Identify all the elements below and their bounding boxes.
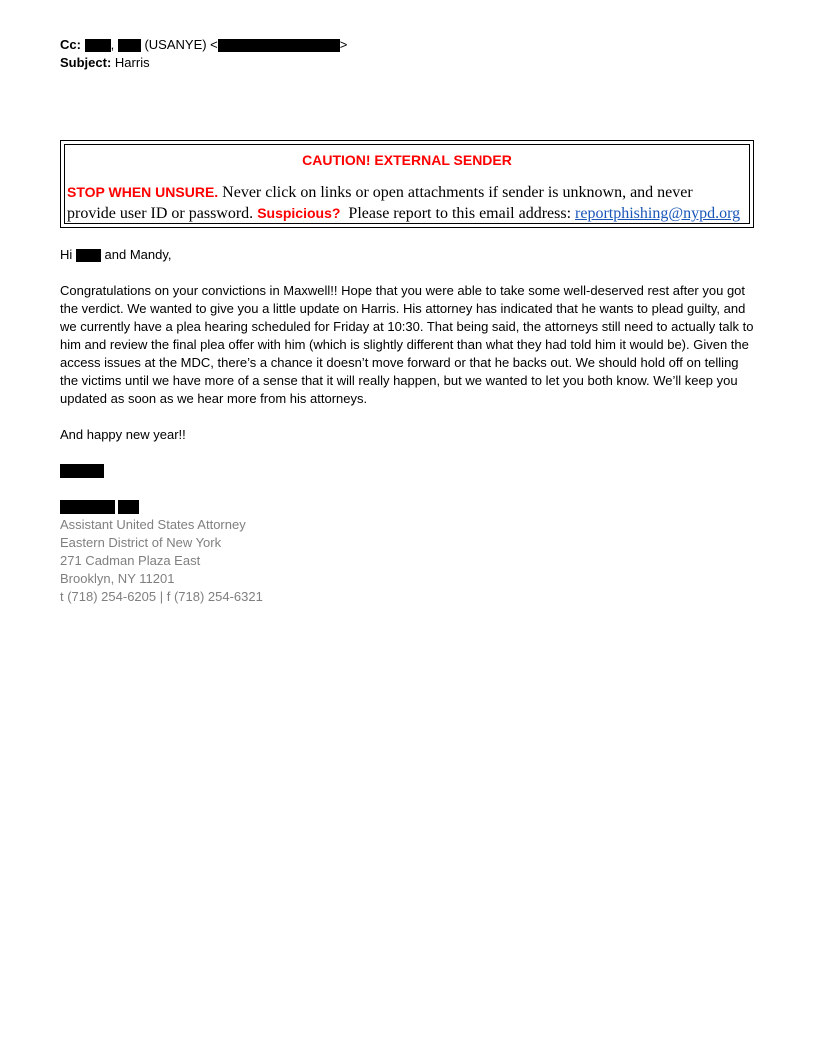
redaction-block <box>76 249 101 262</box>
stop-label: STOP WHEN UNSURE. <box>67 184 219 200</box>
closing-line: And happy new year!! <box>60 427 186 442</box>
caution-title: CAUTION! EXTERNAL SENDER <box>302 152 512 168</box>
greeting-prefix: Hi <box>60 247 73 262</box>
greeting-suffix: and Mandy, <box>100 247 172 262</box>
signature-title: Assistant United States Attorney <box>60 517 246 532</box>
subject-value: Harris <box>114 55 150 70</box>
cc-close: > <box>339 37 348 52</box>
cc-line <box>60 36 347 54</box>
redacted-name <box>118 500 139 514</box>
cc-org: (USANYE) < <box>144 37 218 52</box>
signature-office: Eastern District of New York <box>60 535 222 550</box>
cc-separator: , <box>110 37 115 52</box>
redaction-block <box>118 39 141 52</box>
redaction-block <box>85 39 111 52</box>
redaction-block <box>218 39 340 52</box>
external-sender-banner <box>60 140 754 228</box>
redacted-signoff <box>60 464 104 478</box>
report-email-link[interactable]: reportphishing@nypd.org <box>575 205 741 222</box>
cc-label: Cc: <box>60 37 81 52</box>
message-paragraph: Congratulations on your convictions in Maxwell!! Hope that you were able to take some well-deserved rest after you got the verdict. We wanted to give you a little update on Harris. His attorney has indicated that he wants to plead guilty, and we currently have a plea hearing scheduled for Friday at 10:30. That being said, the attorneys still need to actually talk to him and review the final plea offer with him (which is slightly different than what they had told him it would be). Given the access issues at the MDC, there’s a chance it doesn’t move forward or that he backs out. We should hold off on telling the victims until we have more of a sense that it will really happen, but we wanted to let you both know. We’ll keep you updated as soon as we hear more from his attorneys. <box>60 283 754 406</box>
stop-text: Never click on links or open attachments if sender is unknown, and never provide user ID or password. <box>67 184 693 222</box>
subject-line <box>60 54 150 72</box>
subject-label: Subject: <box>60 55 112 70</box>
signature-phone: t (718) 254-6205 | f (718) 254-6321 <box>60 589 263 604</box>
signature-block <box>60 516 263 606</box>
report-text: Please report to this email address: <box>340 205 576 222</box>
signature-address-line1: 271 Cadman Plaza East <box>60 553 201 568</box>
redacted-name <box>60 500 115 514</box>
signature-address-line2: Brooklyn, NY 11201 <box>60 571 175 586</box>
suspicious-label: Suspicious? <box>257 205 341 221</box>
banner-inner-border <box>64 144 750 224</box>
caution-body <box>67 182 745 224</box>
greeting <box>60 246 760 264</box>
